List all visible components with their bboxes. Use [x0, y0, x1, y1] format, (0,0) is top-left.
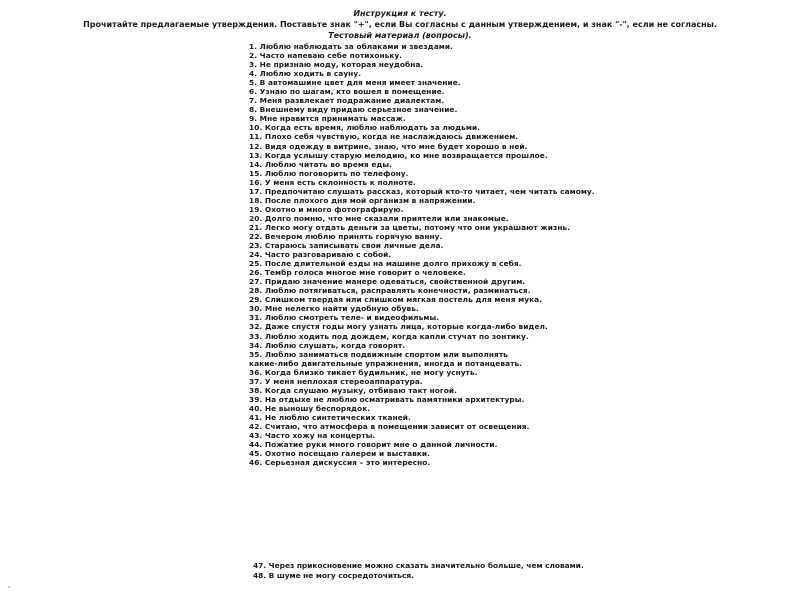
list-item: 4. Люблю ходить в сауну. [249, 69, 362, 79]
list-item: 28. Люблю потягиваться, расправлять конечности, разминаться. [249, 286, 531, 296]
list-item: 44. Пожатие руки много говорит мне о данной личности. [249, 440, 498, 450]
list-item: 8. Внешнему виду придаю серьезное значение. [249, 105, 458, 115]
list-item: 37. У меня неплохая стереоаппаратура. [249, 376, 423, 386]
list-item: 16. У меня есть склонность к полноте. [249, 177, 416, 187]
list-item: 24. Часто разговариваю с собой. [249, 250, 392, 260]
list-item: 42. Считаю, что атмосфера в помещении зависит от освещения. [249, 421, 530, 431]
list-item: 15. Люблю поговорить по телефону. [249, 168, 409, 178]
list-item: 36. Когда близко тикает будильник, не могу уснуть. [249, 367, 478, 377]
list-item: 1. Люблю наблюдать за облаками и звездами. [249, 42, 453, 51]
list-item: 14. Люблю читать во время еды. [249, 159, 393, 169]
list-item: 20. Долго помню, что мне сказали приятели или знакомые. [249, 213, 509, 223]
instruction-title: Инструкция к тесту. [353, 9, 447, 18]
list-item: 12. Видя одежду в витрине, знаю, что мне будет хорошо в ней. [249, 141, 528, 151]
list-item: 48. В шуме не могу сосредоточиться. [253, 570, 414, 580]
list-item: 31. Люблю смотреть теле- и видеофильмы. [249, 313, 440, 323]
list-item: 35. Люблю заниматься подвижным спортом или выполнять [249, 349, 508, 359]
statement-list [249, 42, 789, 467]
list-item: 11. Плохо себя чувствую, когда не наслаждаюсь движением. [249, 132, 519, 142]
test-material-subtitle: Тестовый материал (вопросы). [328, 31, 472, 40]
list-item: 19. Охотно и много фотографирую. [249, 204, 404, 214]
instruction-text: Прочитайте предлагаемые утверждения. Поставьте знак "+", если Вы согласны с данным утверждением, и знак "-", если не согласны. [83, 20, 717, 29]
list-item: 17. Предпочитаю слушать рассказ, который кто-то читает, чем читать самому. [249, 186, 595, 196]
list-item: какие-либо двигательные упражнения, иногда и потанцевать. [249, 358, 523, 368]
list-item: 33. Люблю ходить под дождем, когда капли стучат по зонтику. [249, 331, 529, 341]
list-item: 43. Часто хожу на концерты. [249, 431, 376, 441]
list-item: 3. Не признаю моду, которая неудобна. [249, 60, 424, 70]
list-item: 39. На отдыхе не люблю осматривать памятники архитектуры. [249, 394, 525, 404]
list-item: 2. Часто напеваю себе потихоньку. [249, 51, 403, 61]
list-item: 32. Даже спустя годы могу узнать лица, которые когда-либо видел. [249, 322, 548, 332]
list-item: 29. Слишком твердая или слишком мягкая постель для меня мука. [249, 295, 543, 305]
list-item: 13. Когда услышу старую мелодию, ко мне возвращается прошлое. [249, 150, 548, 160]
list-item: 10. Когда есть время, люблю наблюдать за людьми. [249, 123, 481, 133]
list-item: 23. Стараюсь записывать свои личные дела. [249, 241, 444, 251]
list-item: 21. Легко могу отдать деньги за цветы, потому что они украшают жизнь. [249, 222, 571, 232]
list-item: 5. В автомашине цвет для меня имеет значение. [249, 78, 461, 88]
list-item: 18. После плохого дня мой организм в напряжении. [249, 195, 476, 205]
list-item: 6. Узнаю по шагам, кто вошел в помещение. [249, 87, 445, 97]
list-item: 34. Люблю слушать, когда говорят. [249, 340, 406, 350]
list-item: 27. Придаю значение манере одеваться, свойственной другим. [249, 277, 526, 287]
list-item: 30. Мне нелегко найти удобную обувь. [249, 304, 419, 314]
list-item: 7. Меня развлекает подражание диалектам. [249, 96, 445, 106]
list-item: 41. Не люблю синтетических тканей. [249, 412, 411, 422]
list-item: 40. Не выношу беспорядок. [249, 403, 371, 413]
instruction-header [0, 8, 800, 41]
list-item: 38. Когда слушаю музыку, отбиваю такт ногой. [249, 385, 458, 395]
list-item: 26. Тембр голоса многое мне говорит о человеке. [249, 268, 466, 278]
list-item: 47. Через прикосновение можно сказать значительно больше, чем словами. [253, 561, 584, 570]
list-item: 9. Мне нравится принимать массаж. [249, 114, 406, 124]
statement-list-continued [253, 561, 793, 580]
list-item: 46. Серьезная дискуссия – это интересно. [249, 458, 431, 468]
list-item: 45. Охотно посещаю галереи и выставки. [249, 449, 430, 459]
list-item: 22. Вечером люблю принять горячую ванну. [249, 231, 443, 241]
list-item: 25. После длительной езды на машине долго прихожу в себя. [249, 259, 522, 269]
decorative-dot [8, 586, 10, 588]
